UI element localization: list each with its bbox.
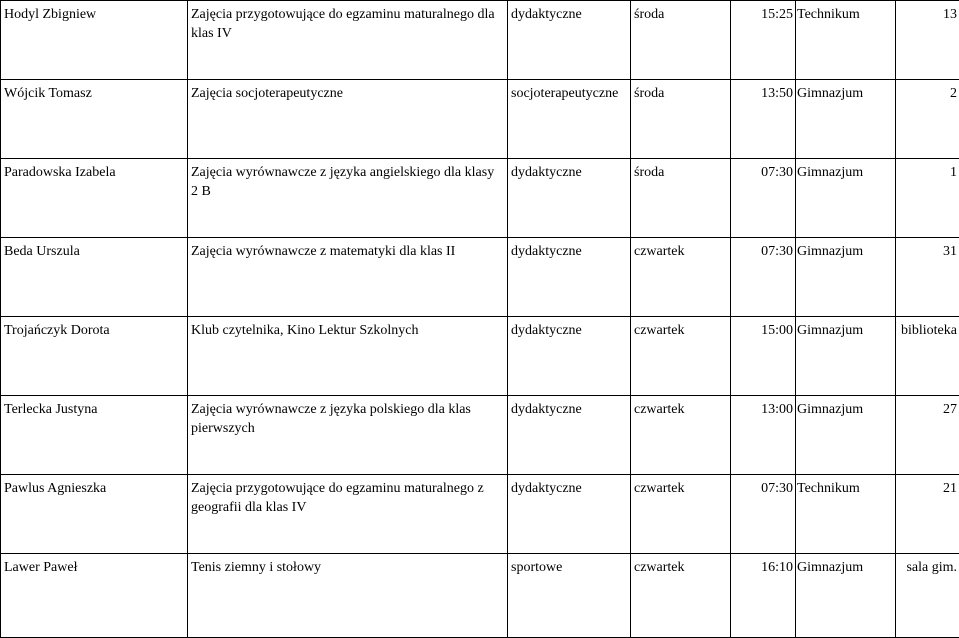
subject-cell: Zajęcia socjoterapeutyczne xyxy=(188,80,508,159)
room-cell: 2 xyxy=(896,80,959,159)
teacher-cell: Paradowska Izabela xyxy=(1,159,188,238)
room-cell: 13 xyxy=(896,1,959,80)
subject-cell: Zajęcia wyrównawcze z języka angielskiego dla klasy 2 B xyxy=(188,159,508,238)
teacher-cell: Pawlus Agnieszka xyxy=(1,475,188,554)
teacher-cell: Trojańczyk Dorota xyxy=(1,317,188,396)
time-cell: 15:25 xyxy=(731,1,796,80)
day-cell: czwartek xyxy=(631,475,731,554)
time-cell: 07:30 xyxy=(731,238,796,317)
teacher-cell: Wójcik Tomasz xyxy=(1,80,188,159)
table-row xyxy=(1,396,959,475)
time-cell: 15:00 xyxy=(731,317,796,396)
school-cell: Technikum xyxy=(796,1,896,80)
time-cell: 16:10 xyxy=(731,554,796,638)
room-cell: 21 xyxy=(896,475,959,554)
school-cell: Gimnazjum xyxy=(796,159,896,238)
day-cell: czwartek xyxy=(631,554,731,638)
type-cell: sportowe xyxy=(508,554,631,638)
table-row xyxy=(1,317,959,396)
day-cell: czwartek xyxy=(631,396,731,475)
school-cell: Gimnazjum xyxy=(796,554,896,638)
room-cell: 27 xyxy=(896,396,959,475)
teacher-cell: Hodyl Zbigniew xyxy=(1,1,188,80)
subject-cell: Zajęcia przygotowujące do egzaminu maturalnego z geografii dla klas IV xyxy=(188,475,508,554)
type-cell: dydaktyczne xyxy=(508,238,631,317)
table-row xyxy=(1,554,959,638)
table-row xyxy=(1,159,959,238)
type-cell: dydaktyczne xyxy=(508,396,631,475)
teacher-cell: Terlecka Justyna xyxy=(1,396,188,475)
day-cell: środa xyxy=(631,1,731,80)
type-cell: dydaktyczne xyxy=(508,159,631,238)
subject-cell: Klub czytelnika, Kino Lektur Szkolnych xyxy=(188,317,508,396)
room-cell: 1 xyxy=(896,159,959,238)
room-cell: 31 xyxy=(896,238,959,317)
time-cell: 13:00 xyxy=(731,396,796,475)
type-cell: dydaktyczne xyxy=(508,475,631,554)
school-cell: Gimnazjum xyxy=(796,238,896,317)
day-cell: czwartek xyxy=(631,317,731,396)
subject-cell: Zajęcia wyrównawcze z języka polskiego dla klas pierwszych xyxy=(188,396,508,475)
table-row xyxy=(1,80,959,159)
table-row xyxy=(1,238,959,317)
table-row xyxy=(1,1,959,80)
room-cell: biblioteka xyxy=(896,317,959,396)
subject-cell: Zajęcia wyrównawcze z matematyki dla klas II xyxy=(188,238,508,317)
day-cell: czwartek xyxy=(631,238,731,317)
table-row xyxy=(1,475,959,554)
time-cell: 07:30 xyxy=(731,159,796,238)
day-cell: środa xyxy=(631,80,731,159)
subject-cell: Tenis ziemny i stołowy xyxy=(188,554,508,638)
time-cell: 13:50 xyxy=(731,80,796,159)
teacher-cell: Beda Urszula xyxy=(1,238,188,317)
teacher-cell: Lawer Paweł xyxy=(1,554,188,638)
school-cell: Gimnazjum xyxy=(796,80,896,159)
school-cell: Gimnazjum xyxy=(796,317,896,396)
type-cell: socjoterapeutyczne xyxy=(508,80,631,159)
room-cell: sala gim. xyxy=(896,554,959,638)
time-cell: 07:30 xyxy=(731,475,796,554)
type-cell: dydaktyczne xyxy=(508,1,631,80)
school-cell: Gimnazjum xyxy=(796,396,896,475)
day-cell: środa xyxy=(631,159,731,238)
type-cell: dydaktyczne xyxy=(508,317,631,396)
school-cell: Technikum xyxy=(796,475,896,554)
subject-cell: Zajęcia przygotowujące do egzaminu maturalnego dla klas IV xyxy=(188,1,508,80)
